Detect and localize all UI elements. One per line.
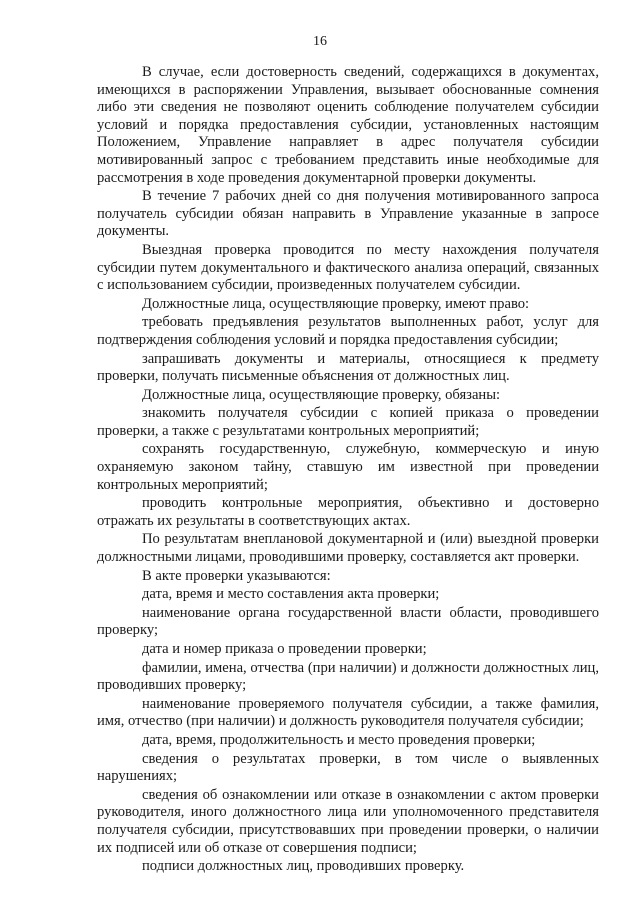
list-item-right-demand-results: требовать предъявления результатов выполненных работ, услуг для подтверждения соблюдения условий и порядка предоставления субсидии; [97,314,599,348]
list-item-duty-conduct-objectively: проводить контрольные мероприятия, объективно и достоверно отражать их результаты в соответствующих актах. [97,495,599,529]
paragraph-officials-rights-heading: Должностные лица, осуществляющие проверку, имеют право: [142,295,530,312]
list-item-act-familiarization: сведения об ознакомлении или отказе в ознакомлении с актом проверки руководителя, иного должностного лица или уполномоченного представителя получателя субсидии, присутствовавших при проведении проверки, о наличии их подписей или об отказе от совершения подписи; [97,786,599,856]
list-item-act-order-number: дата и номер приказа о проведении проверки; [142,641,427,657]
list-item-act-authority-name: наименование органа государственной власти области, проводившего проверку; [97,604,599,639]
paragraph-officials-duties-heading: Должностные лица, осуществляющие проверку, обязаны: [142,386,501,403]
paragraph-onsite-inspection: Выездная проверка проводится по месту нахождения получателя субсидии путем документального и фактического анализа операций, связанных с использованием субсидии, произведенных получателем субсидии. [97,241,599,294]
list-item-act-signatures: подписи должностных лиц, проводивших проверку. [142,858,465,875]
page-number: 16 [313,34,327,49]
document-body [97,64,599,877]
list-item-act-recipient: наименование проверяемого получателя субсидии, а также фамилия, имя, отчество (при наличии) и должность руководителя получателя субсидии; [97,695,599,730]
list-item-act-results: сведения о результатах проверки, в том числе о выявленных нарушениях; [97,750,599,785]
list-item-act-date-place: дата, время и место составления акта проверки; [142,586,440,603]
list-item-act-inspectors: фамилии, имена, отчества (при наличии) и должности должностных лиц, проводивших проверку; [97,659,599,694]
list-item-duty-keep-secret: сохранять государственную, служебную, коммерческую и иную охраняемую законом тайну, ставшую им известной при проведении контрольных мероприятий; [97,441,599,493]
paragraph-response-deadline: В течение 7 рабочих дней со дня получения мотивированного запроса получатель субсидии обязан направить в Управление указанные в запросе документы. [97,188,599,240]
list-item-duty-familiarize: знакомить получателя субсидии с копией приказа о проведении проверки, а также с результатами контрольных мероприятий; [97,405,599,439]
list-item-act-duration-place: дата, время, продолжительность и место проведения проверки; [142,731,536,748]
paragraph-document-request: В случае, если достоверность сведений, содержащихся в документах, имеющихся в распоряжении Управления, вызывает обоснованные сомнения либо эти сведения не позволяют оценить соблюдение получателем субсидии условий и порядка предоставления субсидии, установленных настоящим Положением, Управление направляет в адрес получателя субсидии мотивированный запрос с требованием представить иные необходимые для рассмотрения в ходе проведения документарной проверки документы. [97,64,599,186]
paragraph-act-contents-heading: В акте проверки указываются: [142,567,331,584]
paragraph-inspection-act: По результатам внеплановой документарной и (или) выездной проверки должностными лицами, проводившими проверку, составляется акт проверки. [97,531,599,566]
list-item-right-request-documents: запрашивать документы и материалы, относящиеся к предмету проверки, получать письменные объяснения от должностных лиц. [97,350,599,385]
